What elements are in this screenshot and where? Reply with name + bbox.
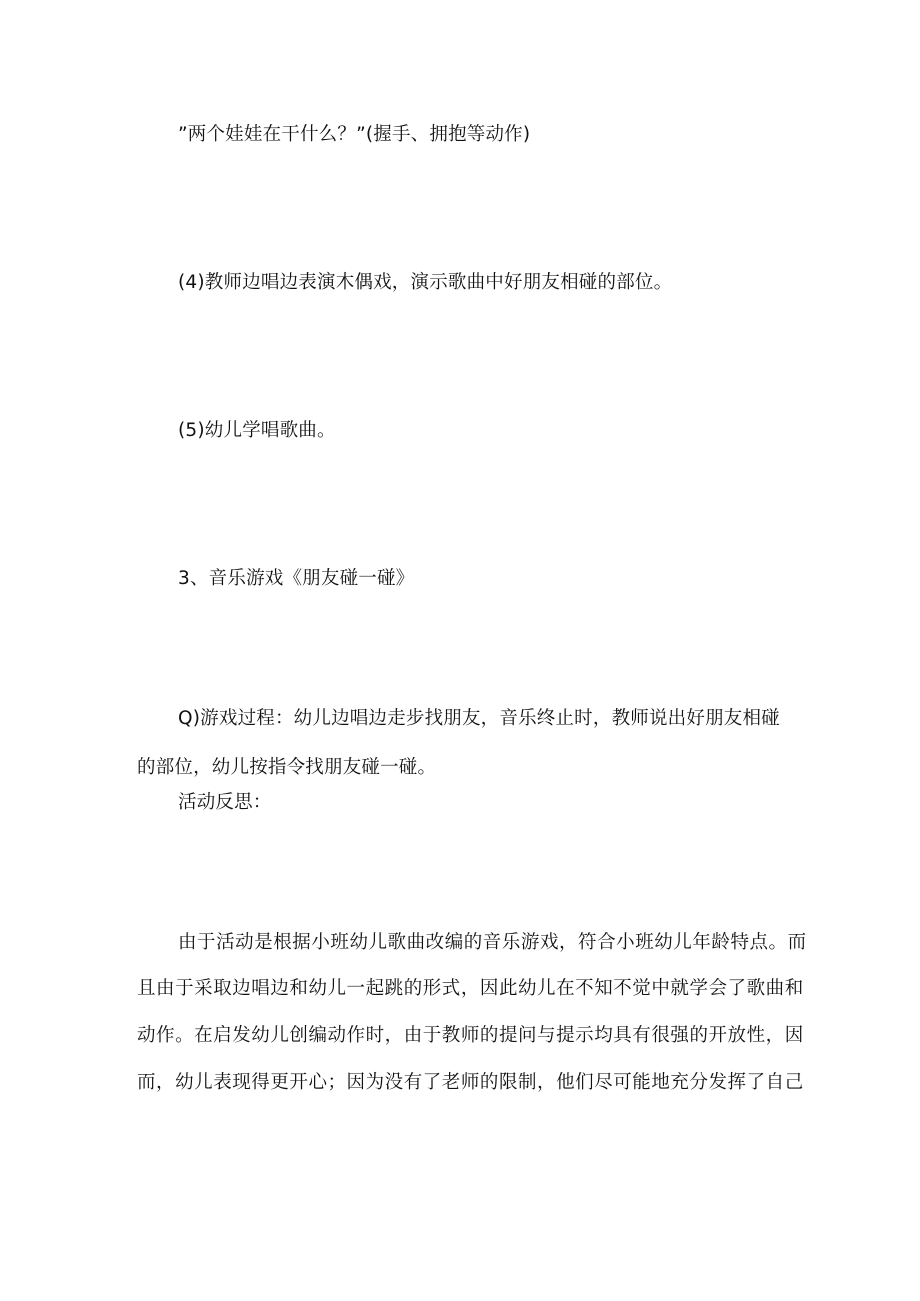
game-process-line-2: 的部位，幼儿按指令找朋友碰一碰。 xyxy=(137,757,437,778)
step-5-text: (5)幼儿学唱歌曲。 xyxy=(178,420,336,441)
reflection-line-3: 动作。在启发幼儿创编动作时，由于教师的提问与提示均具有很强的开放性，因 xyxy=(137,1025,804,1046)
question-line: ”两个娃娃在干什么？”(握手、拥抱等动作) xyxy=(178,124,531,145)
reflection-line-2: 且由于采取边唱边和幼儿一起跳的形式，因此幼儿在不知不觉中就学会了歌曲和 xyxy=(137,978,804,999)
step-4-text: (4)教师边唱边表演木偶戏，演示歌曲中好朋友相碰的部位。 xyxy=(178,272,673,293)
reflection-heading: 活动反思： xyxy=(178,792,272,813)
section-3-heading: 3、音乐游戏《朋友碰一碰》 xyxy=(178,568,415,589)
reflection-line-4: 而，幼儿表现得更开心；因为没有了老师的限制，他们尽可能地充分发挥了自己 xyxy=(137,1072,804,1093)
reflection-line-1: 由于活动是根据小班幼儿歌曲改编的音乐游戏，符合小班幼儿年龄特点。而 xyxy=(178,932,807,953)
game-process-line-1: Q)游戏过程：幼儿边唱边走步找朋友，音乐终止时，教师说出好朋友相碰 xyxy=(178,708,780,729)
